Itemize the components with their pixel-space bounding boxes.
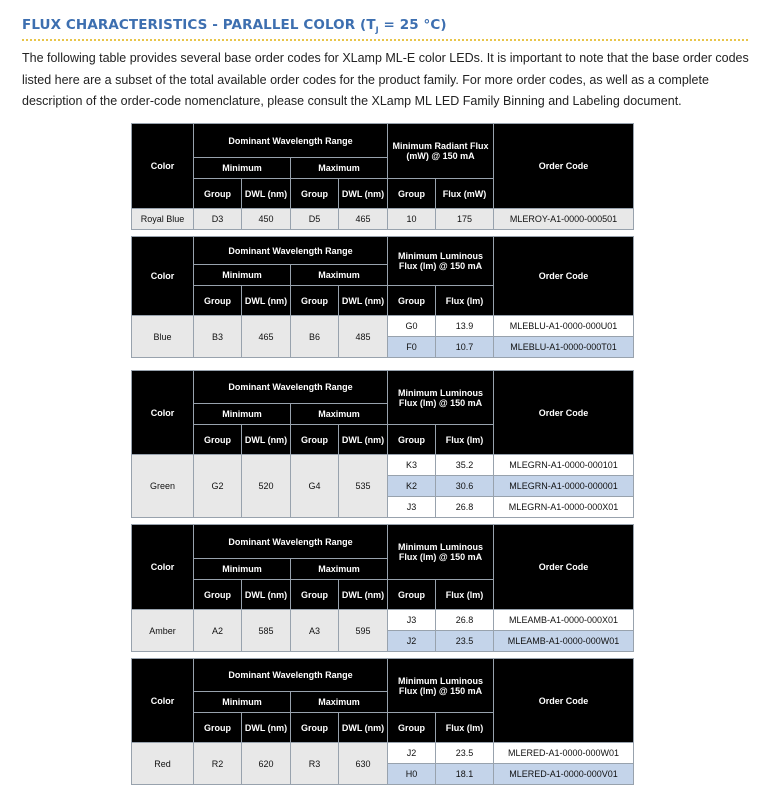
color-cell: Red (132, 743, 194, 785)
flux-unit-header: Flux (lm) (436, 713, 494, 743)
flux-value-cell: 35.2 (436, 455, 494, 476)
order-code-header: Order Code (494, 237, 634, 316)
table-row (132, 316, 634, 337)
maximum-header: Maximum (291, 404, 388, 425)
min-group-cell: B3 (194, 316, 242, 358)
order-code-cell: MLEGRN-A1-0000-000X01 (494, 497, 634, 518)
flux-group-cell: J2 (388, 743, 436, 764)
order-code-cell: MLERED-A1-0000-000V01 (494, 764, 634, 785)
dwl-header: DWL (nm) (339, 425, 388, 455)
table-row (132, 455, 634, 476)
minimum-header: Minimum (194, 265, 291, 286)
color-cell: Royal Blue (132, 209, 194, 230)
flux-group-cell: F0 (388, 337, 436, 358)
min-dwl-cell: 465 (242, 316, 291, 358)
order-code-cell: MLEGRN-A1-0000-000001 (494, 476, 634, 497)
group-header: Group (291, 286, 339, 316)
intro-paragraph: The following table provides several base order codes for XLamp ML-E color LEDs. It is important to note that the base order codes listed here are a subset of the total available order codes for the product family. For more order codes, as well as a complete description of the order-code nomenclature, please consult the XLamp ML LED Family Binning and Labeling document. (22, 51, 749, 108)
flux-value-cell: 175 (436, 209, 494, 230)
flux-header: Minimum Luminous Flux (lm) @ 150 mA (388, 525, 494, 580)
group-header: Group (291, 713, 339, 743)
min-group-cell: G2 (194, 455, 242, 518)
group-header: Group (194, 179, 242, 209)
color-header: Color (132, 371, 194, 455)
table-row (132, 209, 634, 230)
order-code-header: Order Code (494, 371, 634, 455)
table-row (132, 743, 634, 764)
order-code-header: Order Code (494, 124, 634, 209)
min-dwl-cell: 620 (242, 743, 291, 785)
flux-table-red (131, 658, 634, 785)
minimum-header: Minimum (194, 158, 291, 179)
group-header: Group (194, 286, 242, 316)
flux-value-cell: 18.1 (436, 764, 494, 785)
maximum-header: Maximum (291, 559, 388, 580)
color-header: Color (132, 237, 194, 316)
group-header: Group (194, 713, 242, 743)
order-code-cell: MLEBLU-A1-0000-000U01 (494, 316, 634, 337)
dwl-header: DWL (nm) (339, 179, 388, 209)
table-row (132, 610, 634, 631)
max-dwl-cell: 465 (339, 209, 388, 230)
max-group-cell: G4 (291, 455, 339, 518)
dwl-header: DWL (nm) (242, 580, 291, 610)
dwl-header: DWL (nm) (242, 179, 291, 209)
flux-group-cell: 10 (388, 209, 436, 230)
color-cell: Green (132, 455, 194, 518)
dwl-range-header: Dominant Wavelength Range (194, 525, 388, 559)
minimum-header: Minimum (194, 559, 291, 580)
flux-value-cell: 30.6 (436, 476, 494, 497)
min-dwl-cell: 450 (242, 209, 291, 230)
max-dwl-cell: 535 (339, 455, 388, 518)
dwl-header: DWL (nm) (339, 580, 388, 610)
dwl-header: DWL (nm) (339, 286, 388, 316)
dwl-range-header: Dominant Wavelength Range (194, 659, 388, 692)
flux-group-cell: K2 (388, 476, 436, 497)
maximum-header: Maximum (291, 692, 388, 713)
min-group-cell: A2 (194, 610, 242, 652)
order-code-header: Order Code (494, 525, 634, 610)
dwl-header: DWL (nm) (339, 713, 388, 743)
flux-group-cell: G0 (388, 316, 436, 337)
flux-group-cell: J3 (388, 610, 436, 631)
group-header: Group (194, 580, 242, 610)
dwl-range-header: Dominant Wavelength Range (194, 124, 388, 158)
order-code-cell: MLEAMB-A1-0000-000W01 (494, 631, 634, 652)
group-header: Group (388, 713, 436, 743)
group-header: Group (388, 286, 436, 316)
flux-header: Minimum Luminous Flux (lm) @ 150 mA (388, 659, 494, 713)
max-dwl-cell: 595 (339, 610, 388, 652)
min-dwl-cell: 585 (242, 610, 291, 652)
dotted-divider (22, 39, 748, 41)
flux-table-royal-blue (131, 123, 634, 230)
flux-group-cell: J2 (388, 631, 436, 652)
flux-table-blue (131, 236, 634, 358)
group-header: Group (388, 425, 436, 455)
min-group-cell: R2 (194, 743, 242, 785)
flux-header: Minimum Luminous Flux (lm) @ 150 mA (388, 371, 494, 425)
flux-group-cell: J3 (388, 497, 436, 518)
min-group-cell: D3 (194, 209, 242, 230)
group-header: Group (291, 580, 339, 610)
flux-value-cell: 13.9 (436, 316, 494, 337)
order-code-cell: MLEAMB-A1-0000-000X01 (494, 610, 634, 631)
flux-value-cell: 26.8 (436, 497, 494, 518)
color-header: Color (132, 124, 194, 209)
flux-group-cell: K3 (388, 455, 436, 476)
color-cell: Blue (132, 316, 194, 358)
group-header: Group (388, 179, 436, 209)
dwl-range-header: Dominant Wavelength Range (194, 237, 388, 265)
max-group-cell: A3 (291, 610, 339, 652)
color-header: Color (132, 525, 194, 610)
section-title: FLUX CHARACTERISTICS - PARALLEL COLOR ($T_J = 25$ °C) (22, 17, 447, 35)
flux-unit-header: Flux (lm) (436, 286, 494, 316)
order-code-cell: MLEGRN-A1-0000-000101 (494, 455, 634, 476)
order-code-cell: MLERED-A1-0000-000W01 (494, 743, 634, 764)
max-group-cell: B6 (291, 316, 339, 358)
color-cell: Amber (132, 610, 194, 652)
flux-unit-header: Flux (lm) (436, 425, 494, 455)
flux-value-cell: 26.8 (436, 610, 494, 631)
flux-unit-header: Flux (lm) (436, 580, 494, 610)
dwl-header: DWL (nm) (242, 713, 291, 743)
minimum-header: Minimum (194, 692, 291, 713)
maximum-header: Maximum (291, 265, 388, 286)
minimum-header: Minimum (194, 404, 291, 425)
maximum-header: Maximum (291, 158, 388, 179)
flux-header: Minimum Luminous Flux (lm) @ 150 mA (388, 237, 494, 286)
flux-table-amber (131, 524, 634, 652)
group-header: Group (291, 179, 339, 209)
order-code-cell: MLEBLU-A1-0000-000T01 (494, 337, 634, 358)
group-header: Group (291, 425, 339, 455)
dwl-header: DWL (nm) (242, 425, 291, 455)
flux-value-cell: 23.5 (436, 743, 494, 764)
max-dwl-cell: 630 (339, 743, 388, 785)
flux-unit-header: Flux (mW) (436, 179, 494, 209)
order-code-header: Order Code (494, 659, 634, 743)
max-dwl-cell: 485 (339, 316, 388, 358)
flux-value-cell: 23.5 (436, 631, 494, 652)
flux-table-green (131, 370, 634, 518)
dwl-header: DWL (nm) (242, 286, 291, 316)
color-header: Color (132, 659, 194, 743)
flux-group-cell: H0 (388, 764, 436, 785)
flux-value-cell: 10.7 (436, 337, 494, 358)
max-group-cell: R3 (291, 743, 339, 785)
group-header: Group (388, 580, 436, 610)
order-code-cell: MLEROY-A1-0000-000501 (494, 209, 634, 230)
max-group-cell: D5 (291, 209, 339, 230)
dwl-range-header: Dominant Wavelength Range (194, 371, 388, 404)
flux-header: Minimum Radiant Flux (mW) @ 150 mA (388, 124, 494, 179)
min-dwl-cell: 520 (242, 455, 291, 518)
group-header: Group (194, 425, 242, 455)
